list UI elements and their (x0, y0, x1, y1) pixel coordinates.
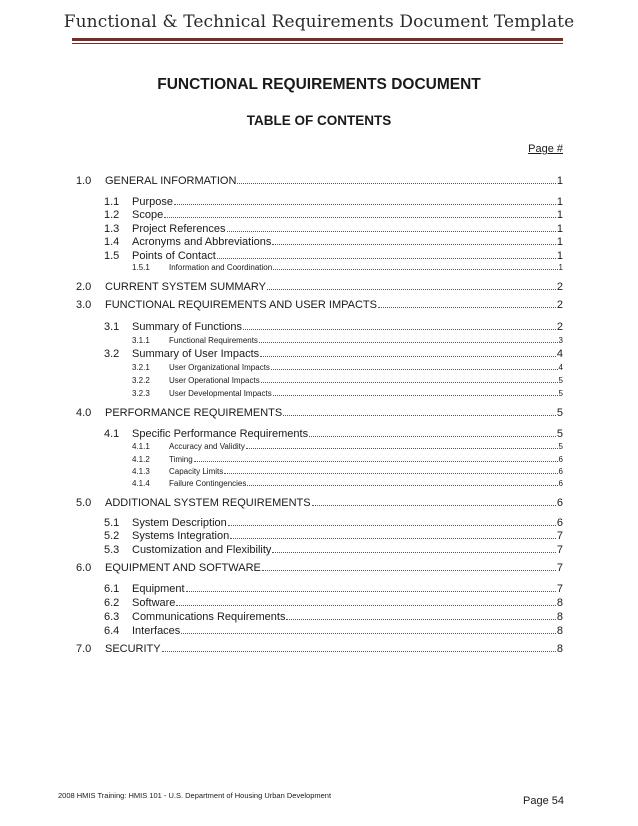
toc-entry-title: Acronyms and Abbreviations (132, 236, 272, 248)
toc-entry-page: 6 (556, 497, 563, 509)
toc-entry-number: 1.4 (104, 236, 120, 248)
dot-leader (262, 569, 556, 571)
dot-leader (273, 268, 557, 270)
toc-entry-number: 2.0 (76, 281, 92, 293)
dot-leader (228, 524, 556, 526)
toc-entry-title: User Operational Impacts (169, 376, 260, 385)
toc-entry-2-0[interactable] (76, 281, 563, 293)
dot-leader (260, 355, 556, 357)
toc-entry-page: 6 (558, 479, 563, 488)
dot-leader (246, 447, 558, 449)
toc-entry-title: CURRENT SYSTEM SUMMARY (105, 281, 266, 293)
dot-leader (227, 230, 556, 232)
toc-entry-number: 3.0 (76, 299, 92, 311)
toc-entry-title: SECURITY (105, 643, 161, 655)
toc-entry-number: 1.1 (104, 196, 120, 208)
toc-entry-number: 4.1.2 (132, 455, 150, 464)
toc-entry-number: 3.2.3 (132, 389, 150, 398)
toc-entry-title: EQUIPMENT AND SOFTWARE (105, 562, 261, 574)
toc-entry-number: 6.4 (104, 625, 120, 637)
toc-entry-page: 2 (556, 321, 563, 333)
toc-entry-title: System Description (132, 517, 227, 529)
toc-entry-page: 8 (556, 625, 563, 637)
toc-entry-3-1-1[interactable] (132, 336, 563, 346)
toc-entry-title: Summary of Functions (132, 321, 243, 333)
toc-entry-title: Scope (132, 209, 164, 221)
toc-entry-6-4[interactable] (104, 625, 563, 637)
dot-leader (286, 618, 555, 620)
toc-entry-6-3[interactable] (104, 611, 563, 623)
toc-entry-number: 1.2 (104, 209, 120, 221)
toc-entry-title: Accuracy and Validity (169, 442, 245, 451)
toc-entry-number: 5.3 (104, 544, 120, 556)
toc-entry-3-1[interactable] (104, 321, 563, 333)
toc-entry-title: GENERAL INFORMATION (105, 175, 237, 187)
toc-entry-1-2[interactable] (104, 209, 563, 221)
toc-entry-number: 3.1 (104, 321, 120, 333)
toc-entry-title: Specific Performance Requirements (132, 428, 309, 440)
toc-entry-page: 5 (556, 428, 563, 440)
toc-entry-3-2-1[interactable] (132, 363, 563, 373)
toc-entry-title: Customization and Flexibility (132, 544, 272, 556)
toc-entry-title: Software (132, 597, 176, 609)
toc-entry-title: Interfaces (132, 625, 181, 637)
toc-entry-6-2[interactable] (104, 597, 563, 609)
toc-entry-6-0[interactable] (76, 562, 563, 574)
toc-entry-1-1[interactable] (104, 196, 563, 208)
toc-entry-number: 6.2 (104, 597, 120, 609)
dot-leader (312, 504, 556, 506)
toc-entry-page: 1 (556, 250, 563, 262)
dot-leader (272, 551, 555, 553)
toc-entry-page: 1 (556, 209, 563, 221)
toc-entry-page: 5 (558, 376, 563, 385)
dot-leader (217, 257, 556, 259)
toc-entry-5-3[interactable] (104, 544, 563, 556)
toc-entry-number: 6.0 (76, 562, 92, 574)
toc-entry-number: 4.1 (104, 428, 120, 440)
dot-leader (230, 537, 556, 539)
dot-leader (272, 243, 555, 245)
footer-text: 2008 HMIS Training: HMIS 101 - U.S. Department of Housing Urban Development (58, 791, 332, 800)
document-title: FUNCTIONAL REQUIREMENTS DOCUMENT (157, 76, 481, 93)
dot-leader (247, 484, 557, 486)
dot-leader (271, 368, 558, 370)
toc-entry-page: 5 (558, 389, 563, 398)
toc-entry-number: 4.0 (76, 407, 92, 419)
toc-entry-3-2[interactable] (104, 348, 563, 360)
dot-leader (283, 414, 556, 416)
toc-entry-title: Project References (132, 223, 226, 235)
toc-entry-1-3[interactable] (104, 223, 563, 235)
dot-leader (162, 650, 556, 652)
toc-entry-title: User Developmental Impacts (169, 389, 272, 398)
dot-leader (181, 632, 556, 634)
dot-leader (267, 288, 556, 290)
toc-entry-page: 7 (556, 544, 563, 556)
footer-page-number: Page 54 (523, 795, 564, 807)
toc-entry-page: 6 (558, 467, 563, 476)
toc-entry-5-0[interactable] (76, 497, 563, 509)
dot-leader (309, 435, 556, 437)
toc-entry-number: 1.3 (104, 223, 120, 235)
toc-entry-page: 6 (558, 455, 563, 464)
toc-entry-number: 4.1.4 (132, 479, 150, 488)
toc-entry-page: 3 (558, 336, 563, 345)
toc-entry-page: 4 (558, 363, 563, 372)
toc-entry-number: 4.1.3 (132, 467, 150, 476)
toc-entry-number: 3.2 (104, 348, 120, 360)
toc-entry-page: 7 (556, 530, 563, 542)
toc-entry-number: 3.2.1 (132, 363, 150, 372)
toc-entry-5-1[interactable] (104, 517, 563, 529)
toc-entry-title: Information and Coordination (169, 263, 273, 272)
dot-leader (378, 306, 556, 308)
toc-entry-3-0[interactable] (76, 299, 563, 311)
toc-entry-number: 5.0 (76, 497, 92, 509)
toc-entry-number: 6.3 (104, 611, 120, 623)
dot-leader (259, 341, 558, 343)
toc-entry-number: 7.0 (76, 643, 92, 655)
toc-entry-4-1-2[interactable] (132, 455, 563, 465)
toc-entry-1-5-1[interactable] (132, 263, 563, 273)
toc-entry-4-1[interactable] (104, 428, 563, 440)
toc-entry-page: 1 (556, 223, 563, 235)
toc-entry-number: 5.2 (104, 530, 120, 542)
toc-entry-title: ADDITIONAL SYSTEM REQUIREMENTS (105, 497, 311, 509)
dot-leader (237, 182, 555, 184)
dot-leader (164, 216, 556, 218)
toc-heading: TABLE OF CONTENTS (246, 113, 392, 128)
toc-entry-number: 6.1 (104, 583, 120, 595)
toc-entry-1-4[interactable] (104, 236, 563, 248)
toc-entry-1-0[interactable] (76, 175, 563, 187)
toc-entry-number: 1.0 (76, 175, 92, 187)
toc-entry-page: 8 (556, 597, 563, 609)
dot-leader (194, 460, 558, 462)
toc-entry-3-2-3[interactable] (132, 389, 563, 399)
toc-entry-number: 1.5.1 (132, 263, 150, 272)
toc-entry-3-2-2[interactable] (132, 376, 563, 386)
toc-entry-title: Equipment (132, 583, 185, 595)
toc-entry-title: Communications Requirements (132, 611, 286, 623)
toc-entry-page: 1 (556, 196, 563, 208)
toc-entry-1-5[interactable] (104, 250, 563, 262)
toc-entry-number: 4.1.1 (132, 442, 150, 451)
toc-entry-page: 7 (556, 583, 563, 595)
toc-entry-4-1-3[interactable] (132, 467, 563, 477)
toc-entry-page: 8 (556, 611, 563, 623)
toc-entry-page: 7 (556, 562, 563, 574)
toc-entry-page: 4 (556, 348, 563, 360)
toc-entry-title: FUNCTIONAL REQUIREMENTS AND USER IMPACTS (105, 299, 377, 311)
page-column-label: Page # (528, 143, 563, 155)
toc-entry-4-0[interactable] (76, 407, 563, 419)
toc-entry-page: 1 (556, 175, 563, 187)
dot-leader (174, 203, 556, 205)
toc-entry-number: 3.2.2 (132, 376, 150, 385)
toc-entry-title: Functional Requirements (169, 336, 258, 345)
toc-entry-title: User Organizational Impacts (169, 363, 270, 372)
toc-entry-page: 2 (556, 281, 563, 293)
toc-entry-title: Summary of User Impacts (132, 348, 260, 360)
toc-entry-4-1-4[interactable] (132, 479, 563, 489)
toc-entry-page: 1 (558, 263, 563, 272)
toc-entry-6-1[interactable] (104, 583, 563, 595)
toc-entry-5-2[interactable] (104, 530, 563, 542)
toc-entry-7-0[interactable] (76, 643, 563, 655)
dot-leader (224, 472, 557, 474)
toc-entry-title: Failure Contingencies (169, 479, 247, 488)
toc-entry-page: 6 (556, 517, 563, 529)
toc-entry-number: 1.5 (104, 250, 120, 262)
toc-entry-number: 3.1.1 (132, 336, 150, 345)
toc-entry-4-1-1[interactable] (132, 442, 563, 452)
dot-leader (176, 604, 555, 606)
toc-entry-page: 5 (558, 442, 563, 451)
toc-entry-title: Timing (169, 455, 193, 464)
dot-leader (261, 381, 558, 383)
toc-entry-title: Points of Contact (132, 250, 216, 262)
toc-entry-title: Systems Integration (132, 530, 230, 542)
dot-leader (243, 328, 556, 330)
toc-entry-page: 5 (556, 407, 563, 419)
toc-entry-title: Capacity Limits (169, 467, 224, 476)
toc-entry-title: Purpose (132, 196, 173, 208)
dot-leader (273, 394, 558, 396)
toc-entry-page: 8 (556, 643, 563, 655)
toc-entry-number: 5.1 (104, 517, 120, 529)
running-header-title: Functional & Technical Requirements Document Template (63, 12, 575, 32)
dot-leader (186, 590, 556, 592)
toc-entry-title: PERFORMANCE REQUIREMENTS (105, 407, 283, 419)
toc-entry-page: 1 (556, 236, 563, 248)
toc-entry-page: 2 (556, 299, 563, 311)
